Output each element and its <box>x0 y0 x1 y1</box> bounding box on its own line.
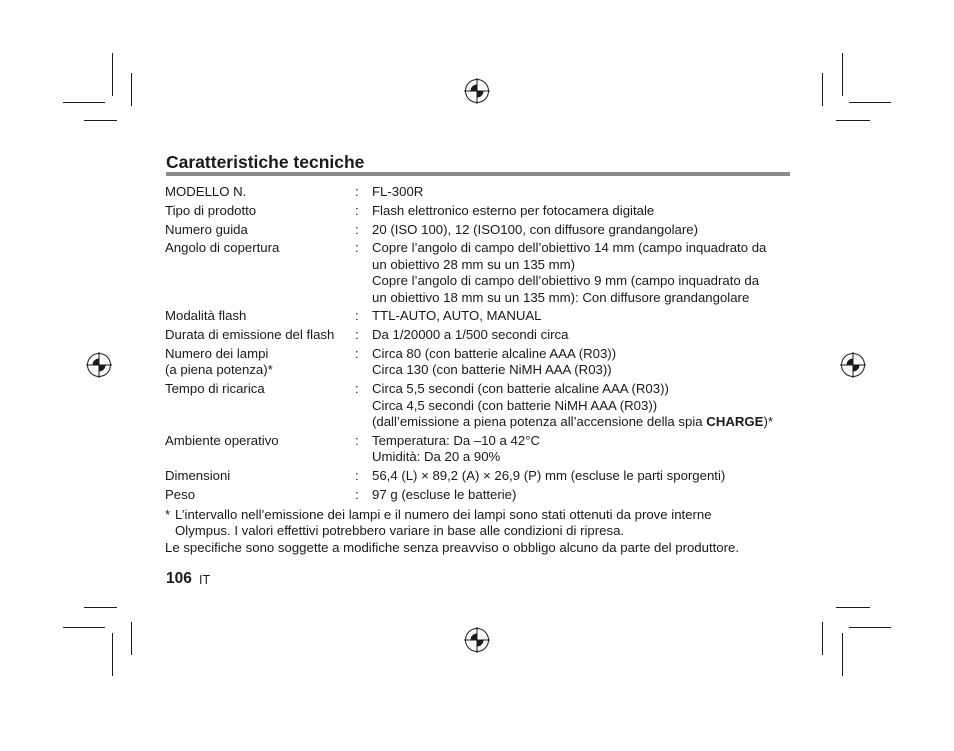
spec-value-line <box>372 433 795 449</box>
spec-label <box>165 222 355 238</box>
spec-label-line: MODELLO N. <box>165 184 247 199</box>
spec-separator: : <box>355 468 359 484</box>
spec-value-line <box>372 222 795 238</box>
spec-separator: : <box>355 432 359 448</box>
spec-separator: : <box>355 327 359 343</box>
spec-value <box>372 184 795 200</box>
crop-mark <box>842 53 843 96</box>
spec-value <box>372 327 795 343</box>
registration-mark-right <box>840 352 866 378</box>
spec-row <box>165 184 795 200</box>
spec-value-line <box>372 381 795 397</box>
crop-mark <box>849 102 891 103</box>
crop-mark <box>63 102 105 103</box>
spec-value-text: Copre l’angolo di campo dell’obiettivo 9 mm (campo inquadrato da <box>372 273 760 289</box>
spec-label-line: Durata di emissione del flash <box>165 327 335 343</box>
spec-row <box>165 487 795 503</box>
registration-mark-top <box>464 78 490 104</box>
spec-separator: : <box>355 308 359 324</box>
footnote-mark: * <box>165 507 171 522</box>
crop-mark <box>842 633 843 676</box>
spec-value-line <box>372 240 795 256</box>
spec-separator: : <box>355 240 359 256</box>
spec-label <box>165 308 355 324</box>
spec-label-line: Tempo di ricarica <box>165 381 265 397</box>
crop-mark <box>822 622 823 655</box>
spec-row <box>165 222 795 238</box>
spec-label-line: Tipo di prodotto <box>165 202 257 218</box>
spec-value-text: 20 (ISO 100), 12 (ISO100, con diffusore grandangolare) <box>372 221 698 237</box>
spec-value-line <box>372 290 795 306</box>
spec-value-line <box>372 398 795 414</box>
spec-separator: : <box>355 346 359 361</box>
spec-value <box>372 222 795 238</box>
spec-value-text: TTL-AUTO, AUTO, MANUAL <box>372 308 542 324</box>
language-code: IT <box>199 573 211 587</box>
spec-row <box>165 346 795 379</box>
spec-value-line <box>372 273 795 289</box>
crop-mark <box>131 622 132 655</box>
spec-label <box>165 240 355 306</box>
spec-value <box>372 468 795 484</box>
spec-row <box>165 308 795 324</box>
disclaimer: Le specifiche sono soggette a modifiche senza preavviso o obbligo alcuno da parte del produttore. <box>165 539 740 555</box>
spec-value-line <box>372 184 795 200</box>
spec-label <box>165 468 355 484</box>
spec-value-text: Circa 80 (con batterie alcaline AAA (R03)) <box>372 346 617 361</box>
spec-value-line <box>372 468 795 484</box>
spec-value-text: (dall’emissione a piena potenza all’accensione della spia <box>372 414 707 430</box>
spec-separator: : <box>355 184 359 199</box>
spec-value-text: FL-300R <box>372 184 424 199</box>
crosshair-target-icon <box>840 352 866 378</box>
footnotes <box>165 507 805 556</box>
crop-mark <box>84 120 117 121</box>
crosshair-target-icon <box>464 78 490 104</box>
crop-mark <box>822 73 823 106</box>
crop-mark <box>131 73 132 106</box>
spec-value-line <box>372 414 795 430</box>
spec-value <box>372 381 795 430</box>
spec-value <box>372 433 795 466</box>
spec-separator: : <box>355 486 359 502</box>
spec-value-text: un obiettivo 18 mm su un 135 mm): Con diffusore grandangolare <box>372 289 750 305</box>
spec-value-line <box>372 362 795 378</box>
footnote-line: L’intervallo nell’emissione dei lampi e il numero dei lampi sono stati ottenuti da prove interne <box>175 507 712 522</box>
crosshair-target-icon <box>86 352 112 378</box>
title-rule <box>166 172 790 176</box>
spec-value-line <box>372 327 795 343</box>
spec-value <box>372 487 795 503</box>
crop-mark <box>112 633 113 676</box>
spec-value-text: un obiettivo 28 mm su un 135 mm) <box>372 256 576 272</box>
crop-mark <box>836 120 870 121</box>
spec-separator: : <box>355 221 359 237</box>
spec-value-text: Circa 5,5 secondi (con batterie alcaline AAA (R03)) <box>372 381 669 397</box>
spec-label-line: (a piena potenza)* <box>165 362 273 378</box>
spec-label <box>165 184 355 200</box>
spec-value-text: Flash elettronico esterno per fotocamera digitale <box>372 202 655 218</box>
spec-label <box>165 433 355 466</box>
spec-label <box>165 203 355 219</box>
spec-row <box>165 327 795 343</box>
spec-label <box>165 327 355 343</box>
footnote-line: Olympus. I valori effettivi potrebbero variare in base alle condizioni di ripresa. <box>175 523 625 539</box>
spec-label-line: Modalità flash <box>165 308 247 324</box>
spec-separator: : <box>355 381 359 397</box>
page-number: 106 <box>166 570 192 587</box>
spec-value-text: Da 1/20000 a 1/500 secondi circa <box>372 327 569 343</box>
spec-label <box>165 487 355 503</box>
spec-value-suffix: )* <box>763 414 773 430</box>
registration-mark-bottom <box>464 627 490 653</box>
spec-row <box>165 240 795 306</box>
spec-value <box>372 203 795 219</box>
spec-row <box>165 433 795 466</box>
specifications-table <box>165 184 795 506</box>
spec-value <box>372 240 795 306</box>
spec-value-text: Circa 4,5 secondi (con batterie NiMH AAA (R03)) <box>372 397 658 413</box>
spec-label-line: Dimensioni <box>165 468 231 484</box>
spec-separator: : <box>355 202 359 218</box>
spec-row <box>165 203 795 219</box>
spec-label-line: Numero guida <box>165 221 248 237</box>
crop-mark <box>112 53 113 96</box>
spec-value-text: 97 g (escluse le batterie) <box>372 486 517 502</box>
spec-value <box>372 308 795 324</box>
charge-lamp-label: CHARGE <box>706 414 764 430</box>
spec-value-text: Circa 130 (con batterie NiMH AAA (R03)) <box>372 362 612 378</box>
spec-value-line <box>372 257 795 273</box>
spec-value-line <box>372 449 795 465</box>
spec-label <box>165 381 355 430</box>
spec-value-line <box>372 487 795 503</box>
spec-value-text: Copre l’angolo di campo dell’obiettivo 14 mm (campo inquadrato da <box>372 240 767 256</box>
spec-row <box>165 381 795 430</box>
spec-label-line: Ambiente operativo <box>165 432 279 448</box>
spec-value-line <box>372 203 795 219</box>
crop-mark <box>849 627 891 628</box>
crop-mark <box>84 607 117 608</box>
crosshair-target-icon <box>464 627 490 653</box>
section-title: Caratteristiche tecniche <box>166 152 365 172</box>
spec-row <box>165 468 795 484</box>
spec-value <box>372 346 795 379</box>
spec-value-line <box>372 308 795 324</box>
crop-mark <box>836 607 870 608</box>
spec-label-line: Angolo di copertura <box>165 240 280 256</box>
crop-mark <box>63 627 105 628</box>
spec-value-text: Temperatura: Da –10 a 42°C <box>372 432 541 448</box>
footnote <box>165 507 805 540</box>
spec-value-text: Umidità: Da 20 a 90% <box>372 449 501 465</box>
spec-label-line: Numero dei lampi <box>165 346 269 361</box>
spec-value-text: 56,4 (L) × 89,2 (A) × 26,9 (P) mm (escluse le parti sporgenti) <box>372 468 726 484</box>
spec-label-line: Peso <box>165 486 196 502</box>
spec-label <box>165 346 355 379</box>
registration-mark-left <box>86 352 112 378</box>
spec-value-line <box>372 346 795 362</box>
